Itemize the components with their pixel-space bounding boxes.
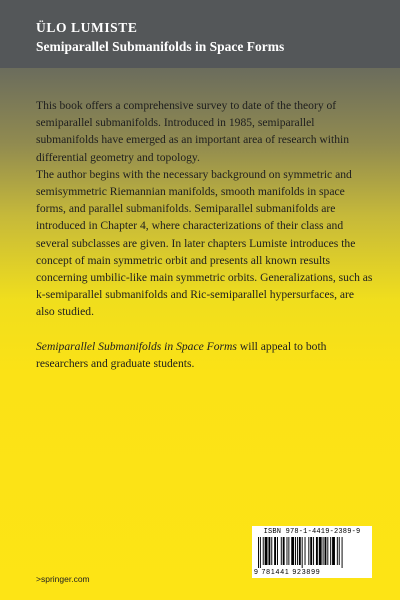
- blurb-closing-text: will appeal to both researchers and graduate students.: [36, 339, 327, 370]
- barcode-bar: [299, 537, 301, 565]
- barcode-bar: [342, 537, 343, 568]
- barcode-bar: [339, 537, 340, 565]
- barcode-bar: [295, 537, 296, 565]
- barcode-bar: [258, 537, 259, 568]
- barcode-bar: [337, 537, 338, 565]
- back-cover-blurb: [36, 97, 374, 372]
- barcode-bar: [288, 537, 289, 565]
- barcode-bar: [316, 537, 318, 565]
- blurb-paragraph-closing: [36, 338, 374, 372]
- barcode-bar: [271, 537, 272, 565]
- barcode-bar: [287, 537, 288, 565]
- barcode-bar: [260, 537, 261, 568]
- ean-number: 9 781441 923899: [254, 569, 321, 576]
- barcode-bar: [323, 537, 324, 565]
- blurb-closing-title: Semiparallel Submanifolds in Space Forms: [36, 339, 237, 353]
- barcode-bar: [319, 537, 322, 565]
- barcode-bar: [283, 537, 285, 565]
- barcode-bar: [313, 537, 314, 565]
- book-title: Semiparallel Submanifolds in Space Forms: [36, 39, 285, 54]
- publisher-url: >springer.com: [36, 574, 90, 584]
- blurb-paragraph-intro: This book offers a comprehensive survey to date of the theory of semiparallel submanifolds. Introduced in 1985, semiparallel submanifolds have emerged as an important area of research within differential geometry and topology.: [36, 99, 350, 164]
- barcode-bar: [265, 537, 268, 565]
- isbn-text: ISBN 978-1-4419-2389-9: [263, 528, 361, 536]
- barcode-bar: [302, 537, 303, 568]
- barcode-bar: [277, 537, 278, 565]
- barcode-bar: [327, 537, 328, 565]
- barcode-bar: [281, 537, 282, 565]
- barcode-bar: [310, 537, 312, 565]
- barcode-bar: [332, 537, 335, 565]
- barcode-bar: [274, 537, 276, 565]
- barcode-bar: [297, 537, 298, 565]
- barcode-bar: [330, 537, 331, 565]
- blurb-paragraph-details: The author begins with the necessary background on symmetric and semisymmetric Riemannian manifolds, smooth manifolds in space forms, and parallel submanifolds. Semiparallel submanifolds are introduced in Chapter 4, where characterizations of their class and several subclasses are given. In later chapters Lumiste introduces the concept of main symmetric orbit and presents all known results concerning umbilic-like main symmetric orbits. Generalizations, such as k-semiparallel submanifolds and Ric-semiparallel hypersurfaces, are also studied.: [36, 167, 373, 319]
- barcode-bars: [258, 537, 366, 568]
- author-name: ÜLO LUMISTE: [36, 20, 138, 35]
- barcode-bar: [291, 537, 294, 565]
- barcode-bar: [263, 537, 264, 565]
- barcode-bar: [308, 537, 309, 565]
- barcode-bar: [325, 537, 327, 565]
- isbn-barcode: [252, 526, 372, 578]
- barcode-bar: [268, 537, 270, 565]
- barcode-bar: [305, 537, 306, 565]
